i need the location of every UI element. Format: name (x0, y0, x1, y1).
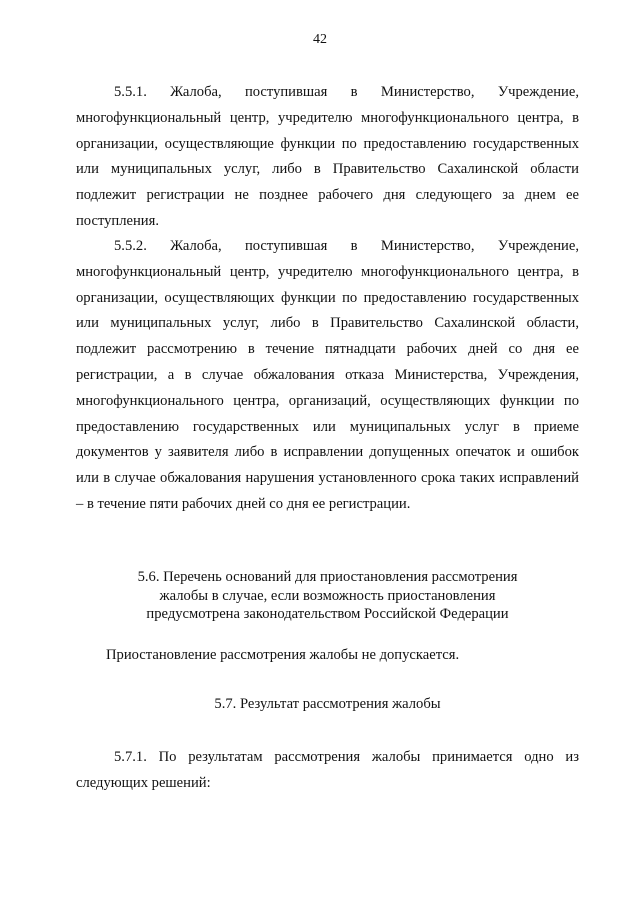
heading-line: предусмотрена законодательством Российской Федерации (146, 606, 509, 622)
paragraph-5-5-2: 5.5.2. Жалоба, поступившая в Министерство, Учреждение, многофункциональный центр, учредителю многофункционального центра, в организации, осуществляющих функции по предоставлению государственных или муниципальных услуг, либо в Правительство Сахалинской области, подлежит рассмотрению в течение пятнадцати рабочих дней со дня ее регистрации, а в случае обжалования отказа Министерства, Учреждения, многофункционального центра, организаций, осуществляющих функции по предоставлению государственных или муниципальных услуг в приеме документов у заявителя либо в исправлении допущенных опечаток и ошибок или в случае обжалования нарушения установленного срока таких исправлений – в течение пяти рабочих дней со дня ее регистрации. (76, 238, 579, 512)
paragraph-5-7-1: 5.7.1. По результатам рассмотрения жалобы принимается одно из следующих решений: (76, 749, 579, 791)
section-heading-5-6 (76, 568, 579, 624)
heading-line: 5.6. Перечень оснований для приостановления рассмотрения (137, 569, 518, 585)
section-heading-5-7: 5.7. Результат рассмотрения жалобы (214, 696, 441, 712)
page-number: 42 (313, 32, 327, 47)
paragraph-5-5-1: 5.5.1. Жалоба, поступившая в Министерство, Учреждение, многофункциональный центр, учредителю многофункционального центра, в организации, осуществляющие функции по предоставлению государственных или муниципальных услуг, либо в Правительство Сахалинской области подлежит регистрации не позднее рабочего дня следующего за днем ее поступления. (76, 84, 579, 229)
paragraph-5-6-text: Приостановление рассмотрения жалобы не допускается. (106, 647, 460, 663)
heading-line: жалобы в случае, если возможность приостановления (159, 587, 496, 604)
